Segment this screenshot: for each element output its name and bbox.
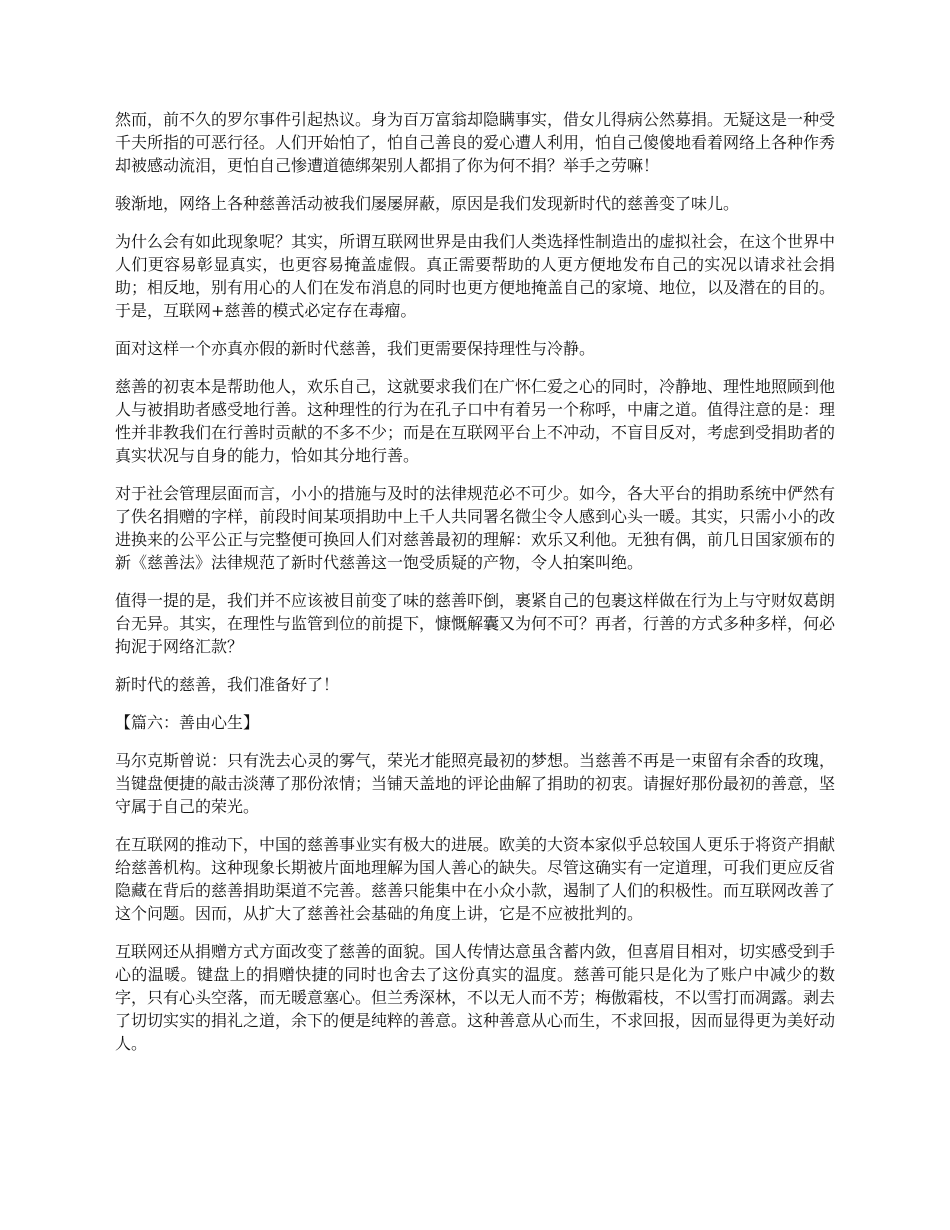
- paragraph: 慈善的初衷本是帮助他人，欢乐自己，这就要求我们在广怀仁爱之心的同时，冷静地、理性地照顾到他人与被捐助者感受地行善。这种理性的行为在孔子口中有着另一个称呼，中庸之道。值得注意的是：理性并非教我们在行善时贡献的不多不少；而是在互联网平台上不冲动，不盲目反对，考虑到受捐助者的真实状况与自身的能力，恰如其分地行善。: [115, 377, 836, 465]
- paragraph: 骏渐地，网络上各种慈善活动被我们屡屡屏蔽，原因是我们发现新时代的慈善变了味儿。: [115, 194, 740, 213]
- paragraph: 然而，前不久的罗尔事件引起热议。身为百万富翁却隐瞒事实，借女儿得病公然募捐。无疑这是一种受千夫所指的可恶行径。人们开始怕了，怕自己善良的爱心遭人利用，怕自己傻傻地看着网络上各种作秀却被感动流泪，更怕自己惨遭道德绑架别人都捐了你为何不捐？举手之劳嘛！: [115, 110, 836, 175]
- paragraph: 互联网还从捐赠方式方面改变了慈善的面貌。国人传情达意虽含蓄内敛，但喜眉目相对，切实感受到手心的温暖。键盘上的捐赠快捷的同时也舍去了这份真实的温度。慈善可能只是化为了账户中减少的数字，只有心头空落，而无暖意塞心。但兰秀深林，不以无人而不芳；梅傲霜枝，不以雪打而凋露。剥去了切切实实的捐礼之道，余下的便是纯粹的善意。这种善意从心而生，不求回报，因而显得更为美好动人。: [115, 942, 836, 1053]
- paragraph: 马尔克斯曾说：只有洗去心灵的雾气，荣光才能照亮最初的梦想。当慈善不再是一束留有余香的玫瑰，当键盘便捷的敲击淡薄了那份浓情；当铺天盖地的评论曲解了捐助的初衷。请握好那份最初的善意，坚守属于自己的荣光。: [115, 751, 836, 816]
- paragraph: 对于社会管理层面而言，小小的措施与及时的法律规范必不可少。如今，各大平台的捐助系统中俨然有了佚名捐赠的字样，前段时间某项捐助中上千人共同署名微尘令人感到心头一暖。其实，只需小小的改进换来的公平公正与完整便可换回人们对慈善最初的理解：欢乐又利他。无独有偶，前几日国家颁布的新《慈善法》法律规范了新时代慈善这一饱受质疑的产物，令人拍案叫绝。: [115, 484, 836, 572]
- section-heading: 【篇六：善由心生】: [115, 713, 260, 732]
- paragraph: 新时代的慈善，我们准备好了！: [115, 675, 340, 694]
- paragraph: 面对这样一个亦真亦假的新时代慈善，我们更需要保持理性与冷静。: [115, 339, 596, 358]
- paragraph: 值得一提的是，我们并不应该被目前变了味的慈善吓倒，裹紧自己的包裹这样做在行为上与守财奴葛朗台无异。其实，在理性与监管到位的前提下，慷慨解囊又为何不可？再者，行善的方式多种多样，何必拘泥于网络汇款？: [115, 591, 836, 656]
- paragraph: 为什么会有如此现象呢？其实，所谓互联网世界是由我们人类选择性制造出的虚拟社会，在这个世界中人们更容易彰显真实，也更容易掩盖虚假。真正需要帮助的人更方便地发布自己的实况以请求社会捐助；相反地，别有用心的人们在发布消息的同时也更方便地掩盖自己的家境、地位，以及潜在的目的。于是，互联网+慈善的模式必定存在毒瘤。: [115, 232, 836, 320]
- paragraph: 在互联网的推动下，中国的慈善事业实有极大的进展。欧美的大资本家似乎总较国人更乐于将资产捐献给慈善机构。这种现象长期被片面地理解为国人善心的缺失。尽管这确实有一定道理，可我们更应反省隐藏在背后的慈善捐助渠道不完善。慈善只能集中在小众小款，遏制了人们的积极性。而互联网改善了这个问题。因而，从扩大了慈善社会基础的角度上讲，它是不应被批判的。: [115, 835, 836, 923]
